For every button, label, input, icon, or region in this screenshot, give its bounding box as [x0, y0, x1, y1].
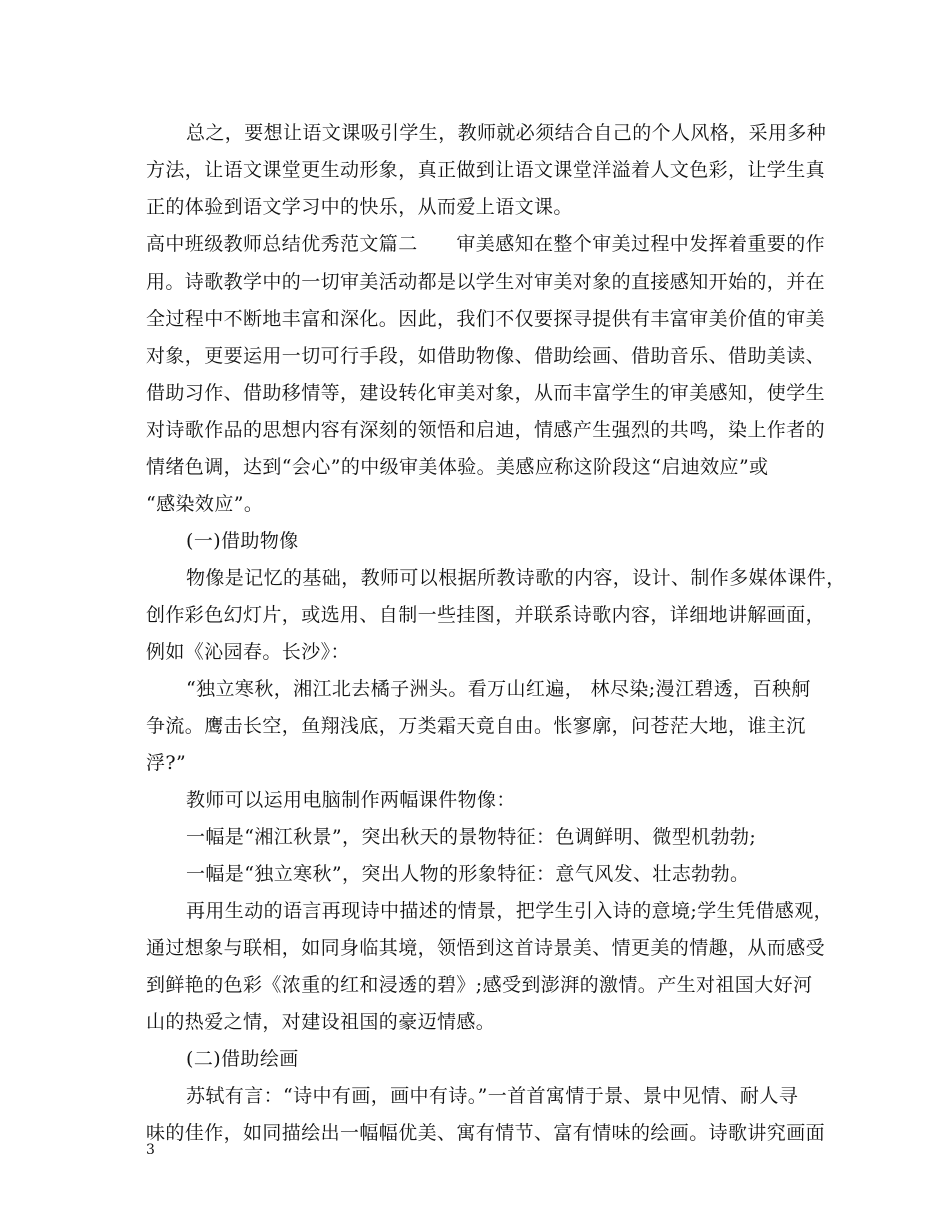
text-line: 总之，要想让语文课吸引学生，教师就必须结合自己的个人风格，采用多种 [186, 122, 827, 144]
section-heading: (二)借助绘画 [186, 1048, 299, 1070]
poem-line: 争流。鹰击长空，鱼翔浅底，万类霜天竟自由。怅寥廓，问苍茫大地，谁主沉 [146, 715, 806, 737]
text-line: 通过想象与联相，如同身临其境，领悟到这首诗景美、情更美的情趣，从而感受 [146, 937, 826, 959]
text-line: 对诗歌作品的思想内容有深刻的领悟和启迪，情感产生强烈的共鸣，染上作者的 [146, 419, 826, 441]
text-line: 用。诗歌教学中的一切审美活动都是以学生对审美对象的直接感知开始的，并在 [146, 271, 826, 293]
text-line: 情绪色调，达到“会心”的中级审美体验。美感应称这阶段这“启迪效应”或 [146, 456, 769, 478]
poem-line: “独立寒秋，湘江北去橘子洲头。看万山红遍， 林尽染;漫江碧透，百秧舸 [186, 678, 811, 700]
text-line: 高中班级教师总结优秀范文篇二 审美感知在整个审美过程中发挥着重要的作 [146, 233, 826, 255]
text-line: 味的佳作，如同描绘出一幅幅优美、寓有情节、富有情味的绘画。诗歌讲究画面 [146, 1122, 826, 1144]
text-line: 再用生动的语言再现诗中描述的情景，把学生引入诗的意境;学生凭借感观， [186, 900, 834, 922]
text-line: 借助习作、借助移情等，建设转化审美对象，从而丰富学生的审美感知，使学生 [146, 382, 826, 404]
text-line: 到鲜艳的色彩《浓重的红和浸透的碧》;感受到澎湃的激情。产生对祖国大好河 [146, 974, 813, 996]
page-number: 3 [146, 1142, 155, 1158]
text-line: 一幅是“湘江秋景”，突出秋天的景物特征：色调鲜明、微型机勃勃; [186, 826, 757, 848]
text-line: 对象，更要运用一切可行手段，如借助物像、借助绘画、借助音乐、借助美读、 [146, 345, 826, 367]
text-line: 教师可以运用电脑制作两幅课件物像： [186, 789, 516, 811]
text-line: 方法，让语文课堂更生动形象，真正做到让语文课堂洋溢着人文色彩，让学生真 [146, 159, 826, 181]
text-line: “感染效应”。 [146, 493, 264, 515]
text-line: 一幅是“独立寒秋”，突出人物的形象特征：意气风发、壮志勃勃。 [186, 863, 750, 885]
text-line: 例如《沁园春。长沙》： [146, 641, 350, 663]
text-line: 物像是记忆的基础，教师可以根据所教诗歌的内容，设计、制作多媒体课件， [186, 567, 846, 589]
text-line: 正的体验到语文学习中的快乐，从而爱上语文课。 [146, 196, 573, 218]
text-line: 山的热爱之情，对建设祖国的豪迈情感。 [146, 1011, 496, 1033]
poem-line: 浮?” [146, 752, 187, 774]
text-line: 苏轼有言：“诗中有画，画中有诗。”一首首寓情于景、景中见情、耐人寻 [186, 1085, 799, 1107]
section-heading: (一)借助物像 [186, 530, 299, 552]
text-line: 创作彩色幻灯片，或选用、自制一些挂图，并联系诗歌内容，详细地讲解画面， [146, 604, 826, 626]
text-line: 全过程中不断地丰富和深化。因此，我们不仅要探寻提供有丰富审美价值的审美 [146, 308, 826, 330]
